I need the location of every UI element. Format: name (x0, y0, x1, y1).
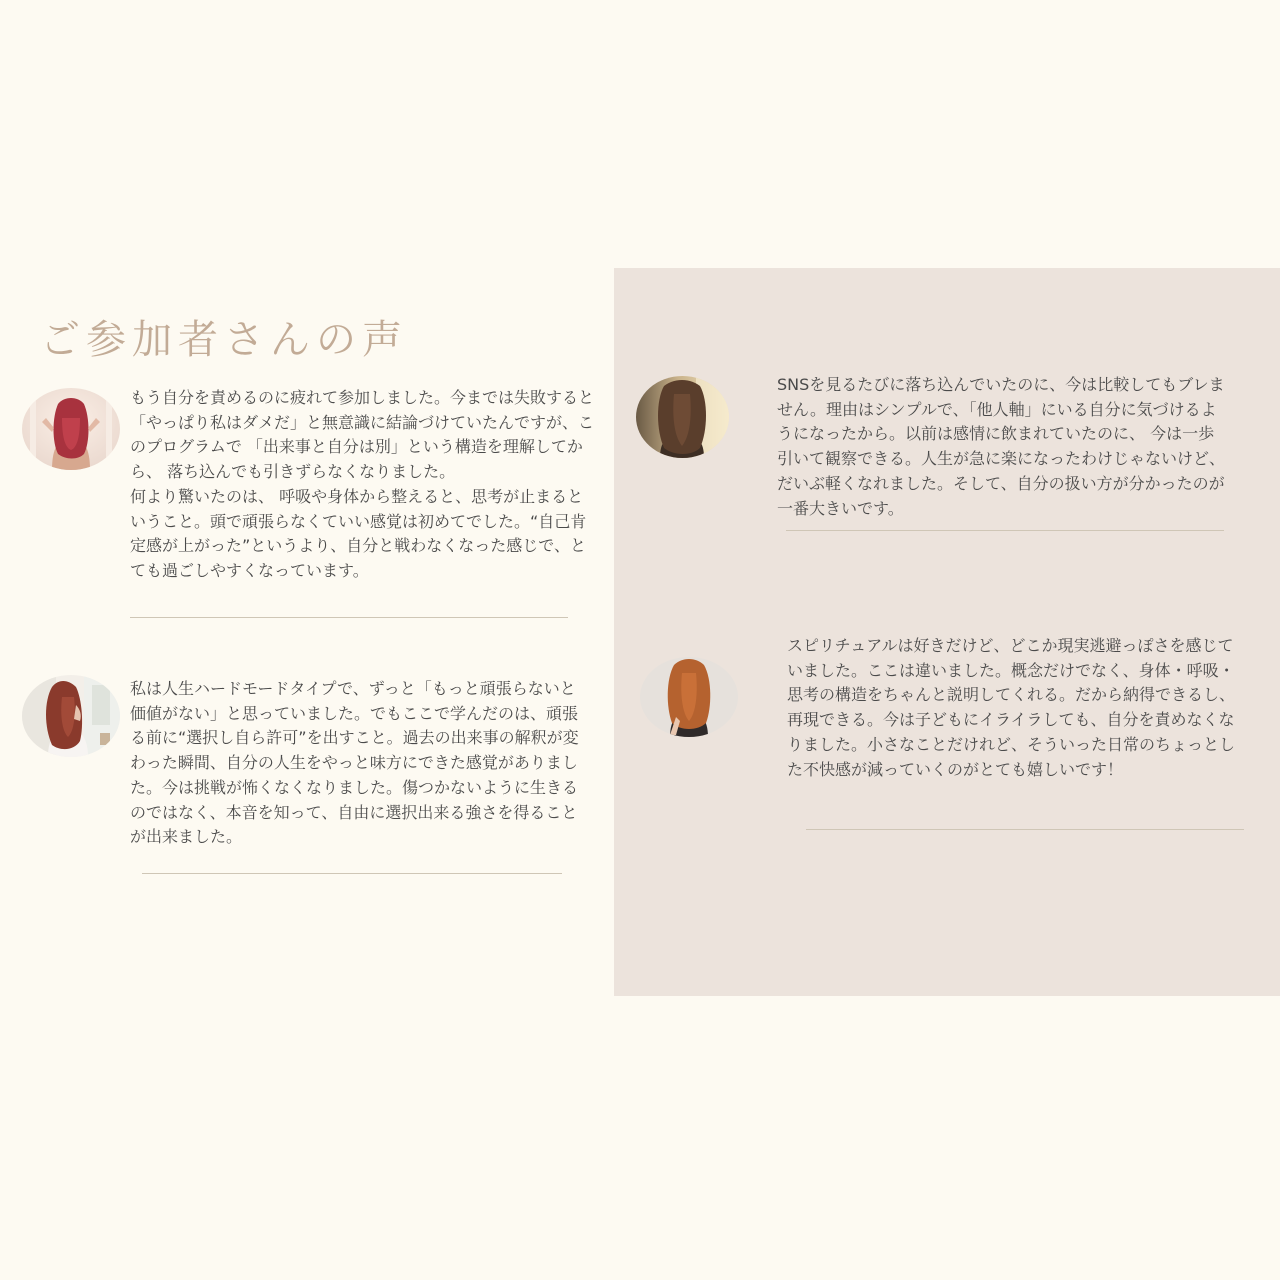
divider (130, 617, 568, 618)
testimonial-quote: スピリチュアルは好きだけど、どこか現実逃避っぽさを感じていました。ここは違いました。概念だけでなく、身体・呼吸・思考の構造をちゃんと説明してくれる。だから納得できるし、再現できる。今は子どもにイライラしても、自分を責めなくなりました。小さなことだけれど、そういった日常のちょっとした不快感が減っていくのがとても嬉しいです！ (787, 636, 1236, 779)
testimonial-quote: SNSを見るたびに落ち込んでいたのに、今は比較してもブレません。理由はシンプルで、「他人軸」にいる自分に気づけるようになったから。以前は感情に飲まれていたのに、 今は一歩引いて観察できる。人生が急に楽になったわけじゃないけど、だいぶ軽くなれました。そして、自分の扱い方が分かったのが一番大きいです。 (777, 375, 1226, 518)
divider (786, 530, 1224, 531)
divider (806, 829, 1244, 830)
avatar-icon (22, 675, 120, 757)
divider (142, 873, 562, 874)
testimonial-quote: もう自分を責めるのに疲れて参加しました。今までは失敗すると「やっぱり私はダメだ」と無意識に結論づけていたんですが、このプログラムで 「出来事と自分は別」という構造を理解してから、 落ち込んでも引きずらなくなりました。 何より驚いたのは、 呼吸や身体から整えると、思考が止まるということ。頭で頑張らなくていい感覚は初めてでした。“自己肯定感が上がった”というより、自分と戦わなくなった感じで、とても過ごしやすくなっています。 (130, 388, 595, 580)
avatar-icon (640, 657, 738, 737)
avatar-icon (22, 388, 120, 470)
testimonial-quote: 私は人生ハードモードタイプで、ずっと「もっと頑張らないと価値がない」と思っていました。でもここで学んだのは、頑張る前に“選択し自ら許可”を出すこと。過去の出来事の解釈が変わった瞬間、自分の人生をやっと味方にできた感覚がありました。今は挑戦が怖くなくなりました。傷つかないように生きるのではなく、本音を知って、自由に選択出来る強さを得ることが出来ました。 (130, 679, 579, 847)
page-title: ご参加者さんの声 (40, 317, 408, 363)
avatar-icon (636, 376, 729, 458)
